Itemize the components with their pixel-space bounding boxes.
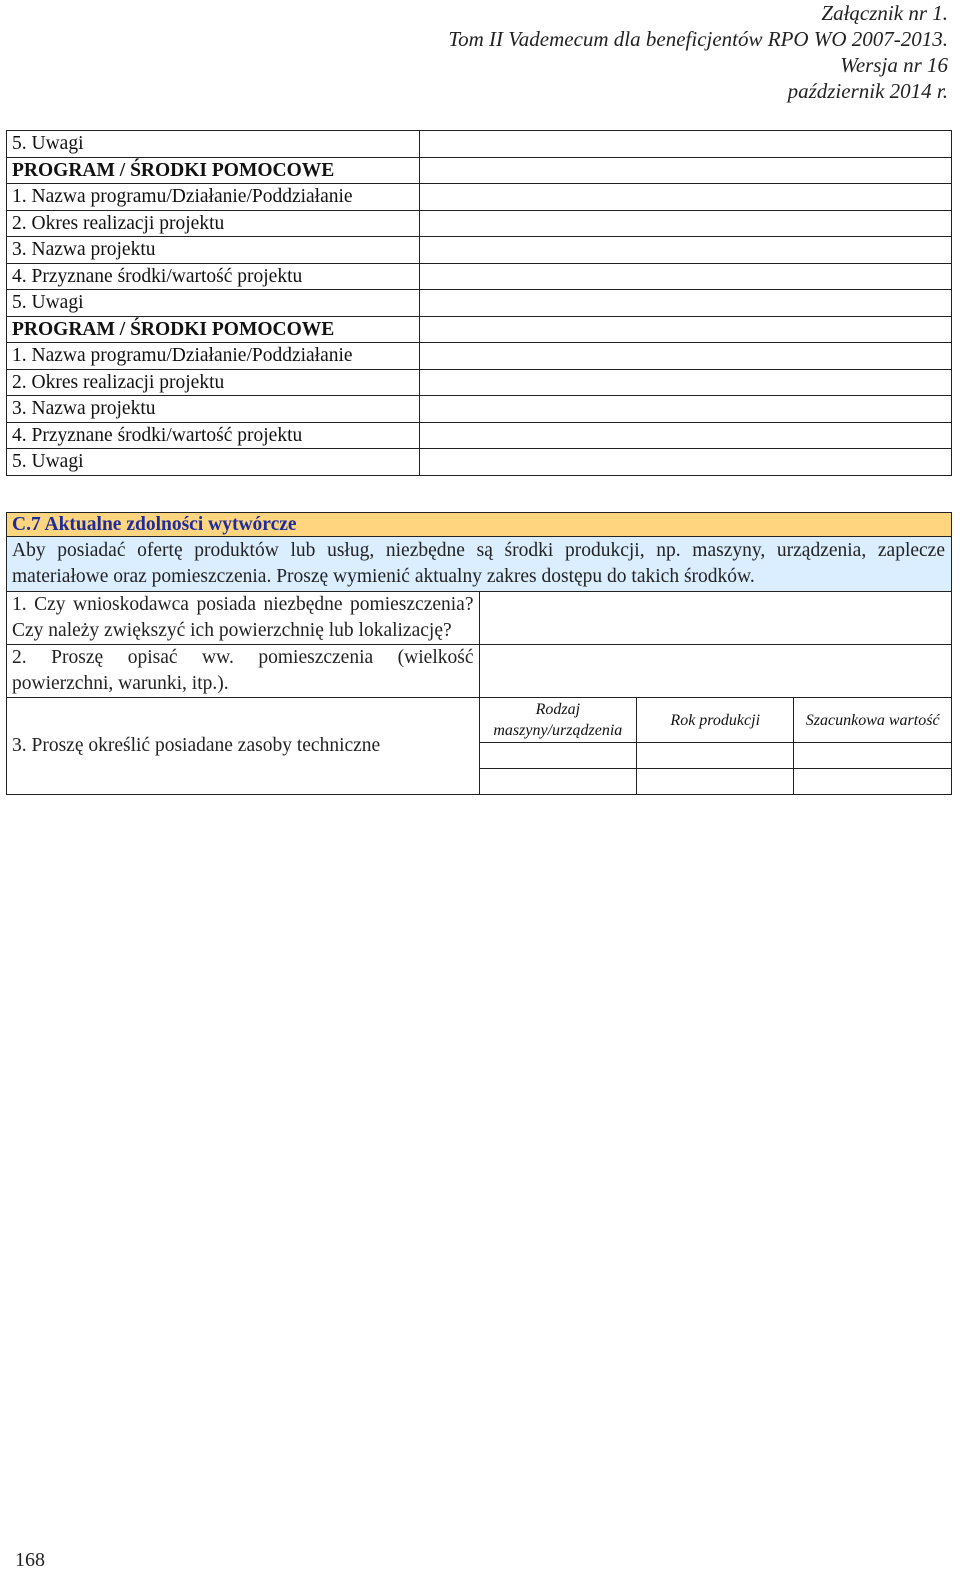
- program-row-label: 4. Przyznane środki/wartość projektu: [7, 263, 420, 290]
- resource-type-cell[interactable]: [480, 743, 637, 769]
- program-row-value[interactable]: [420, 237, 952, 264]
- program-row-label: 5. Uwagi: [7, 290, 420, 317]
- program-row: [7, 343, 952, 370]
- section-c7-table: [6, 512, 952, 795]
- header-line-3: Wersja nr 16: [840, 53, 948, 77]
- program-row-value[interactable]: [420, 343, 952, 370]
- resource-value-cell[interactable]: [794, 769, 951, 795]
- program-row-label: 1. Nazwa programu/Działanie/Poddziałanie: [7, 343, 420, 370]
- program-row: [7, 396, 952, 423]
- program-section-heading: PROGRAM / ŚRODKI POMOCOWE: [7, 157, 420, 184]
- header-line-2: Tom II Vademecum dla beneficjentów RPO WO 2007-2013.: [448, 27, 948, 51]
- program-row: [7, 316, 952, 343]
- program-row-label: 4. Przyznane środki/wartość projektu: [7, 422, 420, 449]
- program-row-label: 3. Nazwa projektu: [7, 237, 420, 264]
- program-row-value[interactable]: [420, 263, 952, 290]
- program-row-value[interactable]: [420, 131, 952, 158]
- program-row-label: 3. Nazwa projektu: [7, 396, 420, 423]
- program-row-label: 5. Uwagi: [7, 131, 420, 158]
- resource-value-cell[interactable]: [794, 743, 951, 769]
- resource-year-cell[interactable]: [637, 743, 794, 769]
- program-row: [7, 157, 952, 184]
- program-row-value[interactable]: [420, 422, 952, 449]
- program-row-value[interactable]: [420, 157, 952, 184]
- section-description: Aby posiadać ofertę produktów lub usług, niezbędne są środki produkcji, np. maszyny, urządzenia, zaplecze materiałowe oraz pomieszczenia. Proszę wymienić aktualny zakres dostępu do takich środków.: [7, 537, 952, 592]
- answer-1-field[interactable]: [479, 592, 952, 645]
- program-row: [7, 184, 952, 211]
- question-1: 1. Czy wnioskodawca posiada niezbędne pomieszczenia? Czy należy zwiększyć ich powierzchnię lub lokalizację?: [7, 592, 480, 645]
- program-row-value[interactable]: [420, 369, 952, 396]
- page-number: 168: [15, 1549, 45, 1571]
- program-row: [7, 131, 952, 158]
- col-header-value: Szacunkowa wartość: [794, 698, 951, 743]
- program-row-value[interactable]: [420, 210, 952, 237]
- program-row: [7, 369, 952, 396]
- program-row-value[interactable]: [420, 290, 952, 317]
- resources-cell: [479, 698, 952, 795]
- program-row-label: 5. Uwagi: [7, 449, 420, 476]
- program-row-value[interactable]: [420, 396, 952, 423]
- program-row-label: 1. Nazwa programu/Działanie/Poddziałanie: [7, 184, 420, 211]
- header-line-4: październik 2014 r.: [787, 79, 948, 103]
- col-header-type: Rodzaj maszyny/urządzenia: [480, 698, 637, 743]
- program-table: [6, 130, 952, 476]
- section-title: C.7 Aktualne zdolności wytwórcze: [7, 513, 952, 537]
- program-row-label: 2. Okres realizacji projektu: [7, 369, 420, 396]
- answer-2-field[interactable]: [479, 645, 952, 698]
- program-row: [7, 290, 952, 317]
- resources-table: [480, 698, 952, 794]
- program-row: [7, 449, 952, 476]
- program-section-heading: PROGRAM / ŚRODKI POMOCOWE: [7, 316, 420, 343]
- program-row: [7, 263, 952, 290]
- program-row-value[interactable]: [420, 184, 952, 211]
- program-row: [7, 210, 952, 237]
- question-3: 3. Proszę określić posiadane zasoby techniczne: [7, 698, 480, 795]
- program-row: [7, 422, 952, 449]
- program-row-value[interactable]: [420, 316, 952, 343]
- resource-year-cell[interactable]: [637, 769, 794, 795]
- program-row: [7, 237, 952, 264]
- program-row-label: 2. Okres realizacji projektu: [7, 210, 420, 237]
- resource-type-cell[interactable]: [480, 769, 637, 795]
- question-2: 2. Proszę opisać ww. pomieszczenia (wielkość powierzchni, warunki, itp.).: [7, 645, 480, 698]
- document-header: [448, 0, 948, 104]
- col-header-year: Rok produkcji: [637, 698, 794, 743]
- program-row-value[interactable]: [420, 449, 952, 476]
- header-line-1: Załącznik nr 1.: [821, 1, 948, 25]
